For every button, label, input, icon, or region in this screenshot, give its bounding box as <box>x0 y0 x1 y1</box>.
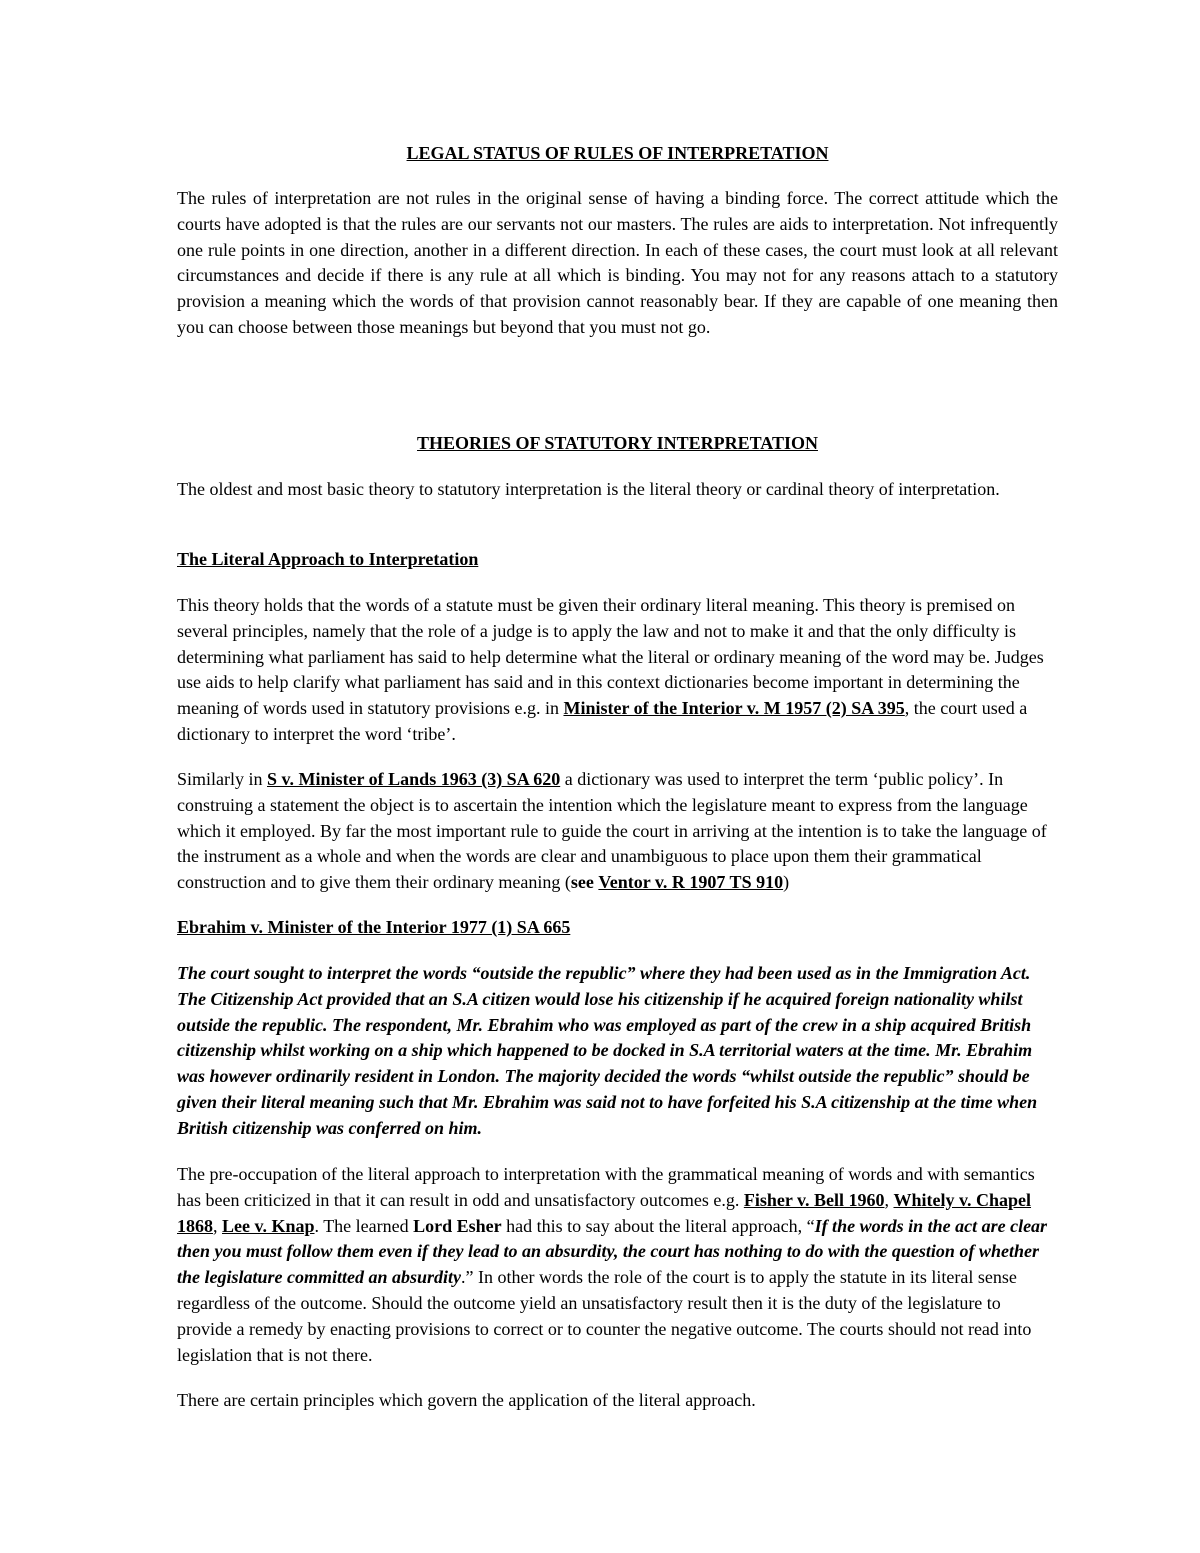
heading-theories: THEORIES OF STATUTORY INTERPRETATION <box>417 433 818 453</box>
case-citation: Fisher v. Bell 1960 <box>743 1189 885 1210</box>
case-citation: S v. Minister of Lands 1963 (3) SA 620 <box>267 769 561 789</box>
judge-name: Lord Esher <box>413 1215 502 1236</box>
case-citation: Whitely v. Chapel 1868 <box>177 1189 1032 1236</box>
case-citation: Minister of the Interior v. M 1957 (2) SA 395 <box>563 698 905 719</box>
paragraph-principles: There are certain principles which govern the application of the literal approach. <box>177 1390 756 1410</box>
paragraph-criticism: The pre-occupation of the literal approach to interpretation with the grammatical meaning of words and with semantics has been criticized in that it can result in odd and unsatisfactory outcomes e.g. Fisher v. Bell 1960, Whitely v. Chapel 1868, Lee v. Knap. The learned Lord Esher had this to say about the literal approach, “If the words in the act are clear then you must follow them even if they lead to an absurdity, the court has nothing to do with the question of whether the legislature committed an absurdity.” In other words the role of the court is to apply the statute in its literal sense regardless of the outcome. Should the outcome yield an unsatisfactory result then it is the duty of the legislature to provide a remedy by enacting provisions to correct or to counter the negative outcome. The courts should not read into legislation that is not there. <box>177 1164 1048 1365</box>
subheading-literal-approach: The Literal Approach to Interpretation <box>177 549 479 569</box>
case-citation: Lee v. Knap <box>222 1215 315 1236</box>
paragraph-rules-status: The rules of interpretation are not rules in the original sense of having a binding force. The correct attitude which the courts have adopted is that the rules are our servants not our masters. The rules are aids to interpretation. Not infrequently one rule points in one direction, another in a different direction. In each of these cases, the court must look at all relevant circumstances and decide if there is any rule at all which is binding. You may not for any reasons attach to a statutory provision a meaning which the words of that provision cannot reasonably bear. If they are capable of one meaning then you can choose between those meanings but beyond that you must not go. <box>177 188 1058 337</box>
quotation: If the words in the act are clear then you must follow them even if they lead to an absurdity, the court has nothing to do with the question of whether the legislature committed an absurdity <box>177 1215 1048 1288</box>
paragraph-literal-theory: This theory holds that the words of a statute must be given their ordinary literal meaning. This theory is premised on several principles, namely that the role of a judge is to apply the law and not to make it and that the only difficulty is determining what parliament has said to help determine what the literal or ordinary meaning of the word may be. Judges use aids to help clarify what parliament has said and in this context dictionaries become important in determining the meaning of words used in statutory provisions e.g. in Minister of the Interior v. M 1957 (2) SA 395, the court used a dictionary to interpret the word ‘tribe’. <box>177 595 1044 744</box>
subheading-ebrahim-case: Ebrahim v. Minister of the Interior 1977 (1) SA 665 <box>177 917 571 937</box>
paragraph-ebrahim-summary: The court sought to interpret the words “outside the republic” where they had been used as in the Immigration Act. The Citizenship Act provided that an S.A citizen would lose his citizenship if he acquired foreign nationality whilst outside the republic. The respondent, Mr. Ebrahim who was employed as part of the crew in a ship acquired British citizenship whilst working on a ship which happened to be docked in S.A territorial waters at the time. Mr. Ebrahim was however ordinarily resident in London. The majority decided the words “whilst outside the republic” should be given their literal meaning such that Mr. Ebrahim was said not to have forfeited his S.A citizenship at the time when British citizenship was conferred on him. <box>177 963 1038 1138</box>
paragraph-oldest-theory: The oldest and most basic theory to statutory interpretation is the literal theory or cardinal theory of interpretation. <box>177 479 1000 499</box>
heading-legal-status: LEGAL STATUS OF RULES OF INTERPRETATION <box>406 143 829 163</box>
case-citation: Ventor v. R 1907 TS 910 <box>598 872 784 893</box>
paragraph-similarly: Similarly in S v. Minister of Lands 1963 (3) SA 620 a dictionary was used to interpret the term ‘public policy’. In construing a statement the object is to ascertain the intention which the legislature meant to express from the language which it employed. By far the most important rule to guide the court in arriving at the intention is to take the language of the instrument as a whole and when the words are clear and unambiguous to place upon them their grammatical construction and to give them their ordinary meaning (see Ventor v. R 1907 TS 910) <box>177 769 1047 893</box>
